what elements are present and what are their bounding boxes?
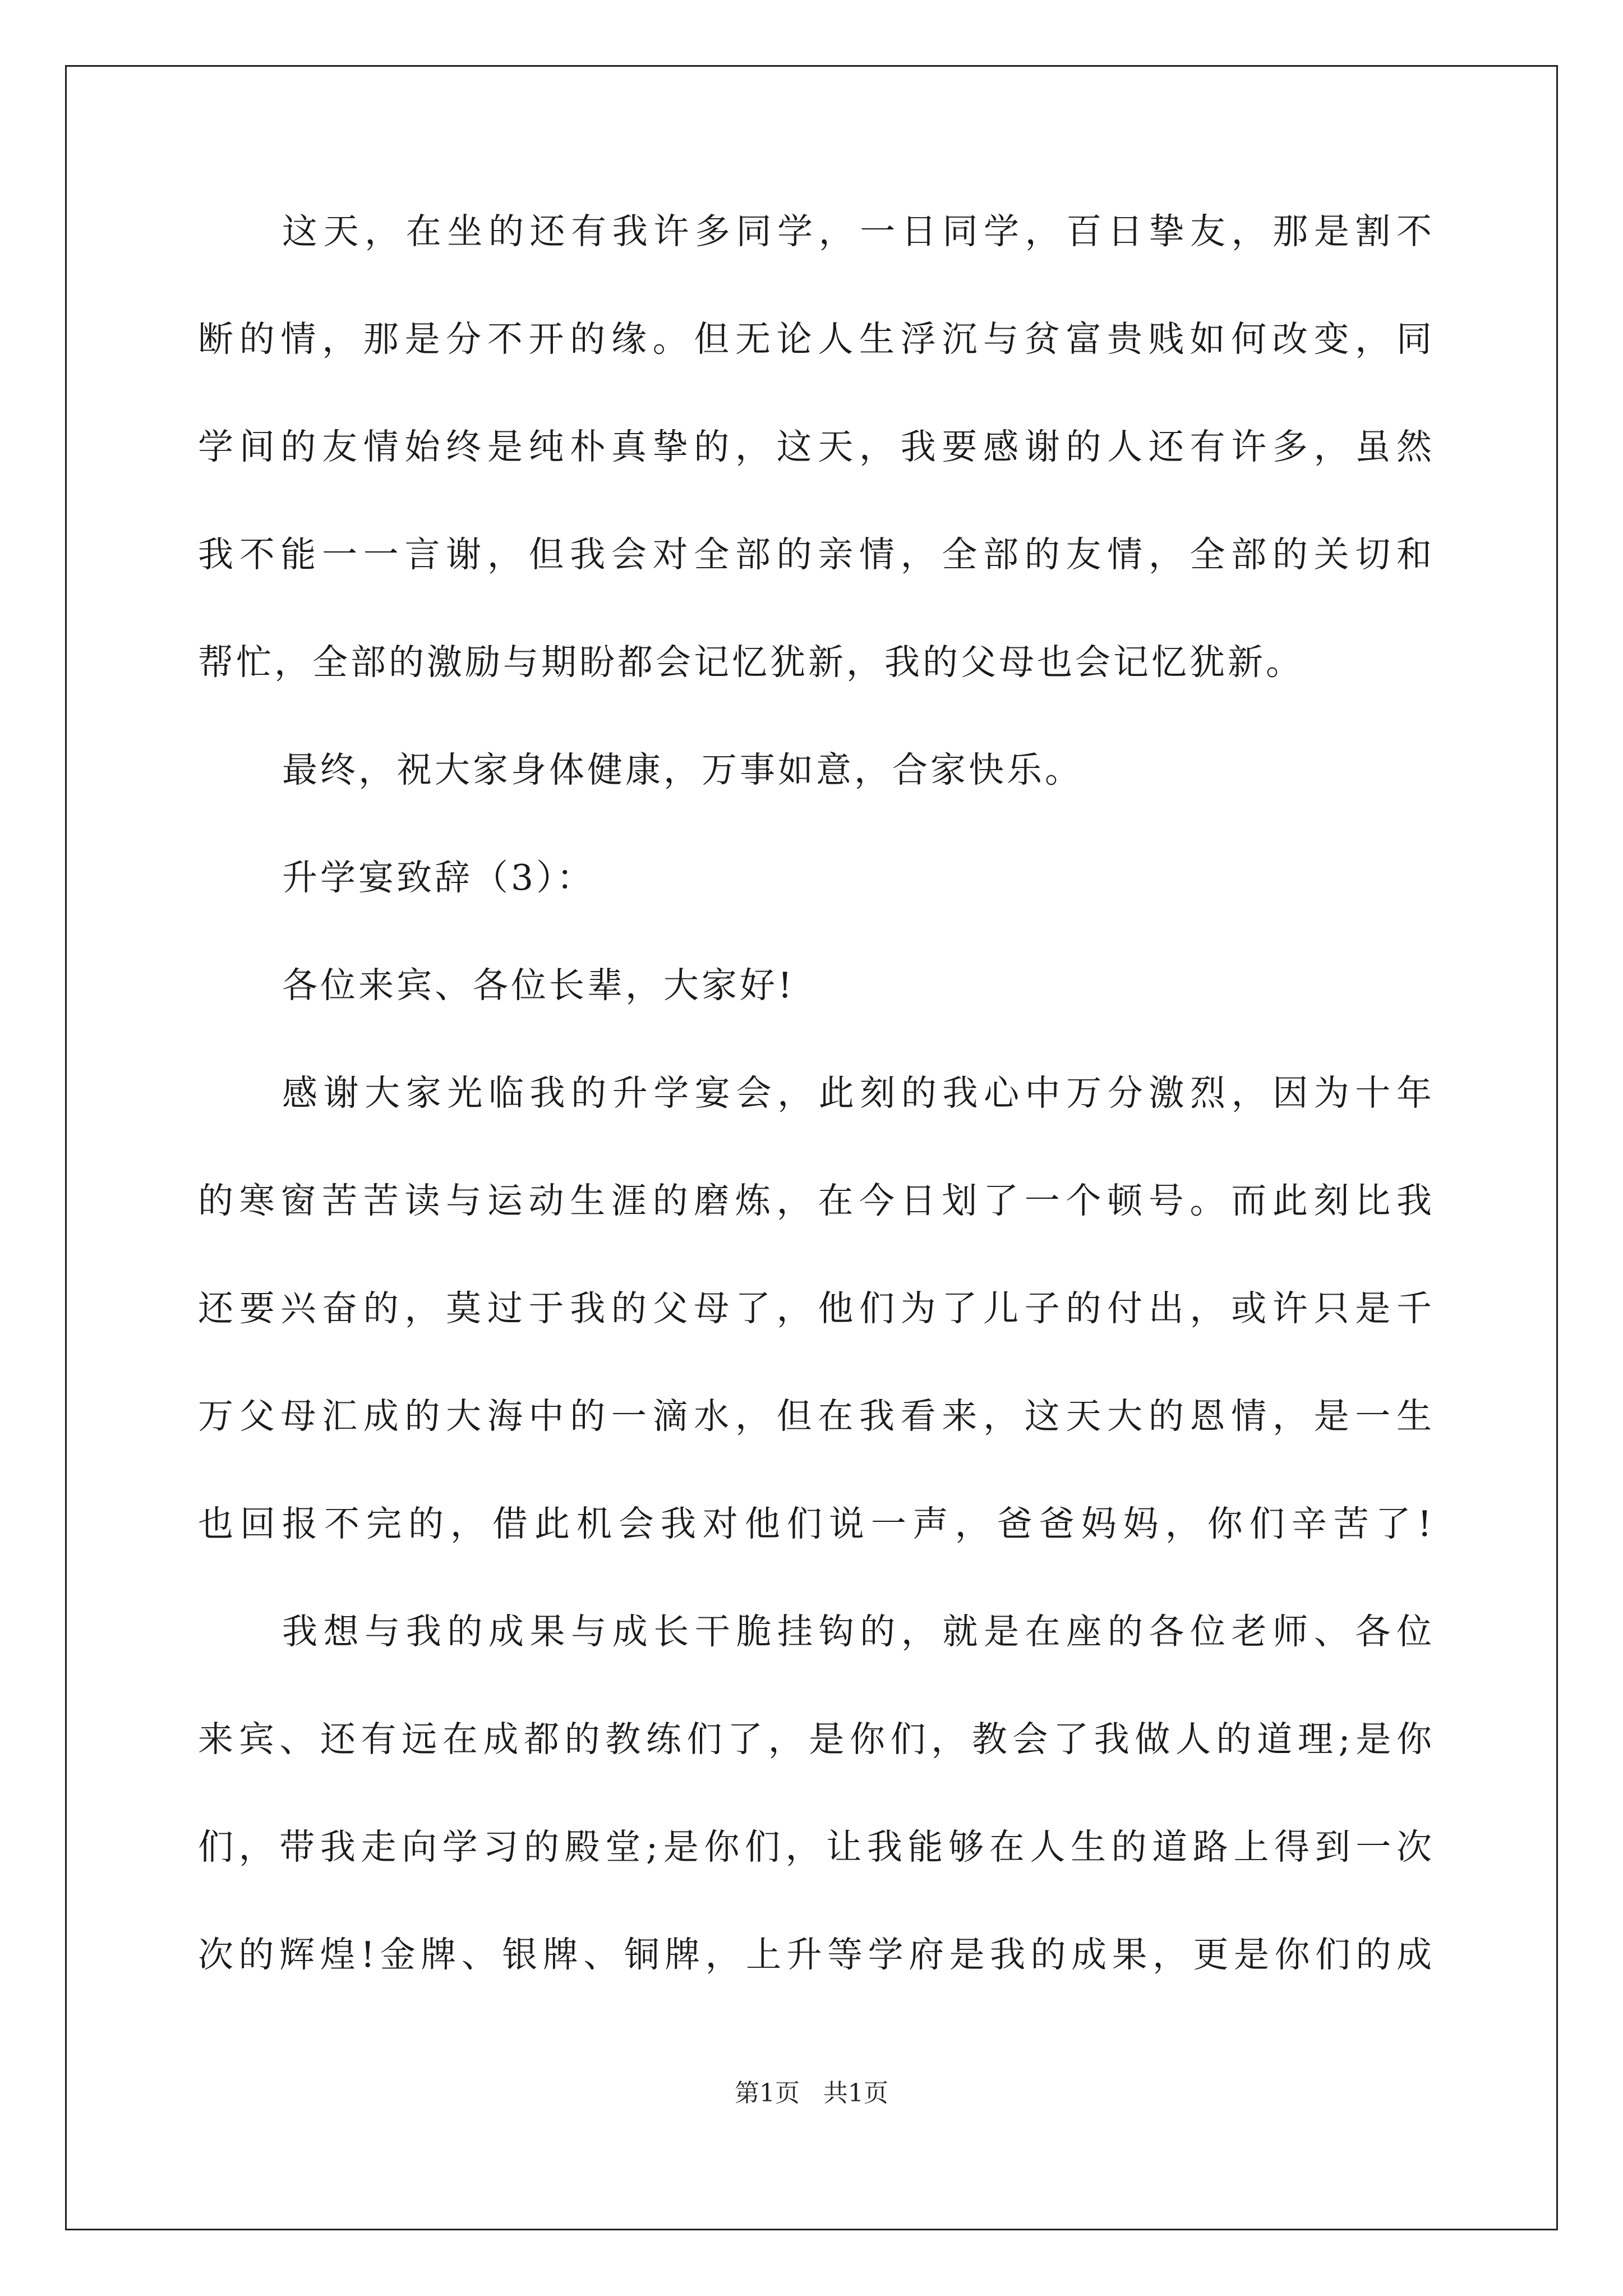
paragraph-line: 感谢大家光临我的升学宴会，此刻的我心中万分激烈，因为十年 [282, 1073, 1432, 1114]
greeting-line: 各位来宾、各位长辈，大家好! [282, 965, 795, 1006]
paragraph-line: 们，带我走向学习的殿堂;是你们，让我能够在人生的道路上得到一次 [198, 1826, 1432, 1867]
paragraph-line: 学间的友情始终是纯朴真挚的，这天，我要感谢的人还有许多，虽然 [198, 426, 1432, 467]
paragraph-line: 也回报不完的，借此机会我对他们说一声，爸爸妈妈，你们辛苦了! [198, 1503, 1432, 1544]
paragraph-line: 次的辉煌!金牌、银牌、铜牌，上升等学府是我的成果，更是你们的成 [198, 1934, 1432, 1975]
paragraph-line: 的寒窗苦苦读与运动生涯的磨炼，在今日划了一个顿号。而此刻比我 [198, 1180, 1432, 1221]
paragraph-line: 万父母汇成的大海中的一滴水，但在我看来，这天大的恩情，是一生 [198, 1396, 1432, 1437]
document-body [198, 208, 1432, 2039]
paragraph-line: 最终，祝大家身体健康，万事如意，合家快乐。 [282, 749, 1083, 790]
page-number: 第1页 共1页 [735, 2079, 888, 2108]
paragraph-line: 还要兴奋的，莫过于我的父母了，他们为了儿子的付出，或许只是千 [198, 1288, 1432, 1329]
section-heading: 升学宴致辞（3）： [282, 857, 595, 898]
paragraph-line: 来宾、还有远在成都的教练们了，是你们，教会了我做人的道理;是你 [198, 1719, 1432, 1760]
paragraph-line: 帮忙，全部的激励与期盼都会记忆犹新，我的父母也会记忆犹新。 [198, 642, 1304, 683]
paragraph-line: 我想与我的成果与成长干脆挂钩的，就是在座的各位老师、各位 [282, 1611, 1432, 1652]
paragraph-line: 我不能一一言谢，但我会对全部的亲情，全部的友情，全部的关切和 [198, 534, 1432, 575]
paragraph-line: 断的情，那是分不开的缘。但无论人生浮沉与贫富贵贱如何改变，同 [198, 319, 1432, 360]
paragraph-line: 这天，在坐的还有我许多同学，一日同学，百日挚友，那是割不 [282, 211, 1432, 252]
